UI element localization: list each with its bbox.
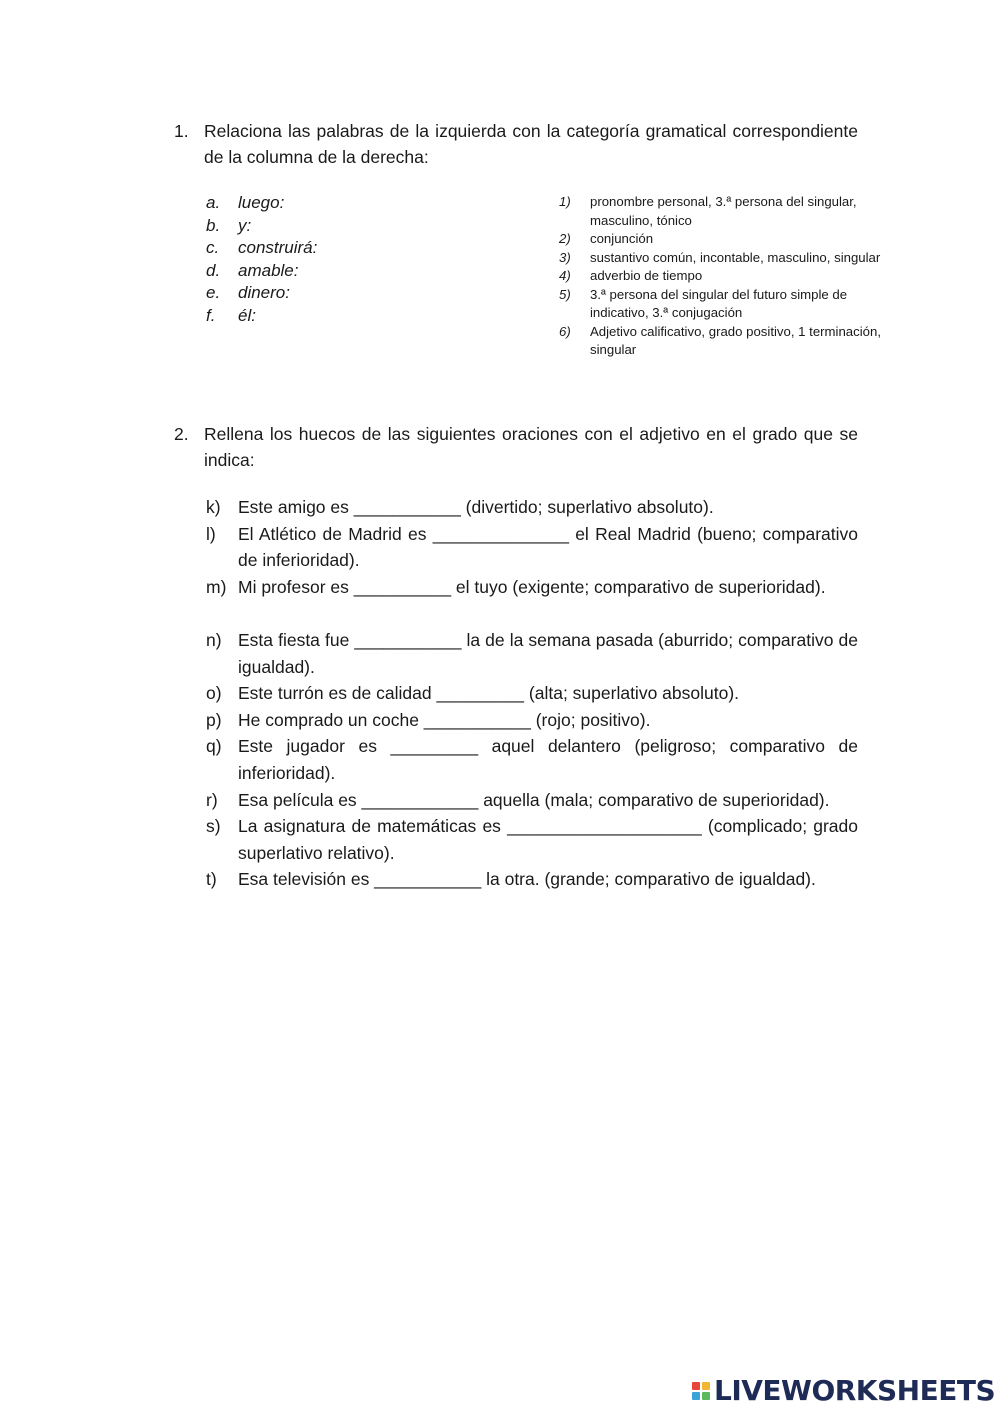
- word: él:: [238, 305, 256, 325]
- logo-square: [702, 1392, 710, 1400]
- category-item: 4) adverbio de tiempo: [559, 268, 703, 283]
- sentence-item: l) El Atlético de Madrid es ______________ el Real Madrid (bueno; comparativo de inferioridad).: [206, 523, 858, 571]
- question-2-number: 2.: [174, 424, 189, 444]
- question-1-number: 1.: [174, 121, 189, 141]
- sentence-item: m) Mi profesor es __________ el tuyo (exigente; comparativo de superioridad).: [206, 576, 826, 597]
- sentence-item: k) Este amigo es ___________ (divertido; superlativo absoluto).: [206, 497, 714, 517]
- word-list: [206, 192, 506, 327]
- logo-square: [692, 1392, 700, 1400]
- question-2-text: Rellena los huecos de las siguientes oraciones con el adjetivo en el grado que se indica:: [204, 424, 858, 470]
- question-2-instruction: [174, 421, 858, 473]
- category-list: [559, 193, 909, 360]
- logo-icon: [692, 1382, 710, 1400]
- sentence-item: r) Esa película es ____________ aquella (mala; comparativo de superioridad).: [206, 789, 830, 810]
- word: luego:: [238, 193, 285, 212]
- word: amable:: [238, 260, 299, 280]
- sentence-list: [206, 494, 858, 893]
- word-item: e. dinero:: [206, 282, 506, 305]
- sentence-item: n) Esta fiesta fue ___________ la de la semana pasada (aburrido; comparativo de igualdad).: [206, 629, 858, 677]
- brand-name: LIVEWORKSHEETS: [714, 1374, 996, 1407]
- logo-square: [692, 1382, 700, 1390]
- category-item: 3) sustantivo común, incontable, masculino, singular: [559, 249, 881, 265]
- category-item: 1) pronombre personal, 3.ª persona del singular, masculino, tónico: [559, 194, 857, 228]
- question-1-instruction: [174, 118, 858, 170]
- word: construirá:: [238, 238, 318, 257]
- category-item: 2) conjunción: [559, 231, 654, 246]
- liveworksheets-logo: [692, 1374, 995, 1407]
- spacer: [206, 600, 858, 627]
- word-item: f. él:: [206, 305, 506, 328]
- word-item: b. y:: [206, 215, 506, 238]
- word-item: d. amable:: [206, 260, 506, 283]
- sentence-item: p) He comprado un coche ___________ (rojo; positivo).: [206, 709, 651, 730]
- sentence-item: s) La asignatura de matemáticas es ____________________ (complicado; grado superlativo relativo).: [206, 816, 858, 863]
- word-item: a. luego:: [206, 192, 506, 215]
- sentence-item: q) Este jugador es _________ aquel delantero (peligroso; comparativo de inferioridad).: [206, 736, 858, 783]
- word-item: c. construirá:: [206, 237, 506, 260]
- category-item: 6) Adjetivo calificativo, grado positivo, 1 terminación, singular: [559, 323, 882, 357]
- sentence-item: t) Esa televisión es ___________ la otra. (grande; comparativo de igualdad).: [206, 869, 816, 890]
- logo-square: [702, 1382, 710, 1390]
- category-item: 5) 3.ª persona del singular del futuro simple de indicativo, 3.ª conjugación: [559, 286, 848, 320]
- word: y:: [238, 215, 252, 235]
- word: dinero:: [238, 283, 290, 302]
- question-1-text: Relaciona las palabras de la izquierda con la categoría gramatical correspondiente de la columna de la derecha:: [204, 121, 858, 167]
- sentence-item: o) Este turrón es de calidad _________ (alta; superlativo absoluto).: [206, 683, 740, 704]
